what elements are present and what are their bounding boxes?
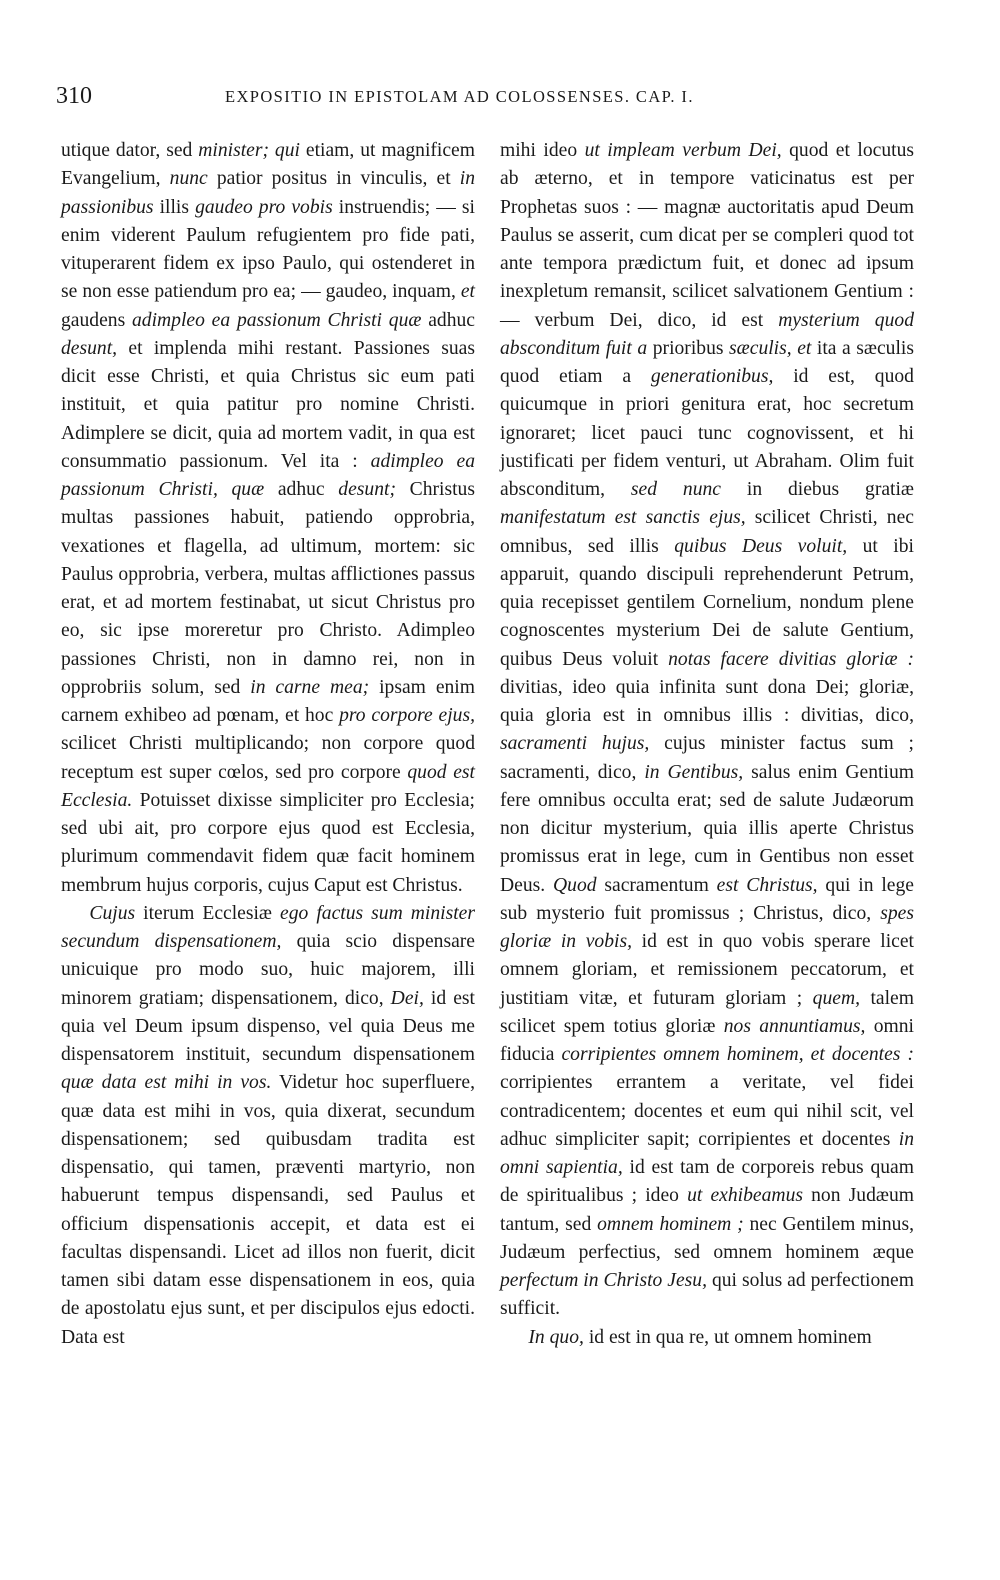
right-column [500, 137, 914, 1352]
page-header [0, 83, 1000, 119]
left-paragraph-2: Cujus iterum Ecclesiæ ego factus sum minister secundum dispensationem, quia scio dispensare unicuique pro modo suo, huic majorem, illi minorem gratiam; dispensationem, dico, Dei, id est quia vel Deum ipsum dispenso, vel quia Deus me dispensatorem instituit, secundum dispensationem quæ data est mihi in vos. Videtur hoc superfluere, quæ data est mihi in vos, quia dixerat, secundum dispensationem; sed quibusdam tradita est dispensatio, qui tamen, præventi martyrio, non habuerunt tempus dispensandi, sed Paulus et officium dispensationis accepit, et data est ei facultas dispensandi. Licet ad illos non fuerit, dicit tamen sibi datam esse dispensationem in eos, quia de apostolatu ejus sunt, et per discipulos ejus edocti. Data est [61, 902, 475, 1348]
page-number: 310 [56, 83, 92, 109]
left-column [61, 137, 475, 1352]
running-title: EXPOSITIO IN EPISTOLAM AD COLOSSENSES. CAP. I. [225, 87, 694, 106]
right-paragraph-2: In quo, id est in qua re, ut omnem hominem [528, 1326, 872, 1348]
right-paragraph-1: mihi ideo ut impleam verbum Dei, quod et locutus ab æterno, et in tempore vaticinatus est per Prophetas suos : — magnæ auctoritatis apud Deum Paulus se asserit, cum dicat per se compleri quod tot ante tempora prædictum fuit, et donec ad ipsum inexpletum remansit, scilicet salvationem Gentium : — verbum Dei, dico, id est mysterium quod absconditum fuit a prioribus sæculis, et ita a sæculis quod etiam a generationibus, id est, quod quicumque in priori genitura erat, hoc secretum ignoraret; licet pauci tunc cognovissent, et hi justificati per fidem venturi, ut Abraham. Olim fuit absconditum, sed nunc in diebus gratiæ manifestatum est sanctis ejus, scilicet Christi, nec omnibus, sed illis quibus Deus voluit, ut ibi apparuit, quando discipuli reprehenderunt Petrum, quia recepisset gentilem Cornelium, nondum plene cognoscentes mysterium Dei de salute Gentium, quibus Deus voluit notas facere divitias gloriæ : divitias, ideo quia infinita sunt dona Dei; gloriæ, quia gloria est in omnibus illis : divitias, dico, sacramenti hujus, cujus minister factus sum ; sacramenti, dico, in Gentibus, salus enim Gentium fere omnibus occulta erat; sed de salute Judæorum non dicitur mysterium, quia illis aperte Christus promissus erat in lege, cum in Gentibus non esset Deus. Quod sacramentum est Christus, qui in lege sub mysterio fuit promissus ; Christus, dico, spes gloriæ in vobis, id est in quo vobis sperare licet omnem gloriam, et remissionem peccatorum, et justitiam vitæ, et futuram gloriam ; quem, talem scilicet spem totius gloriæ nos annuntiamus, omni fiducia corripientes omnem hominem, et docentes : corripientes errantem a veritate, vel fidei contradicentem; docentes et eum qui nihil scit, vel adhuc simpliciter sapit; corripientes et docentes in omni sapientia, id est tam de corporeis rebus quam de spiritualibus ; ideo ut exhibeamus non Judæum tantum, sed omnem hominem ; nec Gentilem minus, Judæum perfectius, sed omnem hominem æque perfectum in Christo Jesu, qui solus ad perfectionem sufficit. [500, 140, 915, 1320]
left-paragraph-1: utique dator, sed minister; qui etiam, ut magnificem Evangelium, nunc patior positus in vinculis, et in passionibus illis gaudeo pro vobis instruendis; — si enim viderent Paulum refugientem pro fide pati, vituperarent fidem ex ipso Paulo, qui ostenderet in se non esse patiendum pro ea; — gaudeo, inquam, et gaudens adimpleo ea passionum Christi quæ adhuc desunt, et implenda mihi restant. Passiones suas dicit esse Christi, et quia Christus sic eum pati instituit, et quia patitur pro nomine Christi. Adimplere se dicit, quia ad mortem vadit, in qua est consummatio passionum. Vel ita : adimpleo ea passionum Christi, quæ adhuc desunt; Christus multas passiones habuit, patiendo opprobria, vexationes et flagella, ad ultimum, mortem: sic Paulus opprobria, verbera, multas afflictiones passus erat, et ad mortem festinabat, ut sicut Christus pro eo, sic ipse moreretur pro Christo. Adimpleo passiones Christi, non in damno rei, non in opprobriis solum, sed in carne mea; ipsam enim carnem exhibeo ad pœnam, et hoc pro corpore ejus, scilicet Christi multiplicando; non corpore quod receptum est super cœlos, sed pro corpore quod est Ecclesia. Potuisset dixisse simpliciter pro Ecclesia; sed ubi ait, pro corpore ejus quod est Ecclesia, plurimum commendavit fidem quæ facit hominem membrum hujus corporis, cujus Caput est Christus. [61, 140, 475, 896]
